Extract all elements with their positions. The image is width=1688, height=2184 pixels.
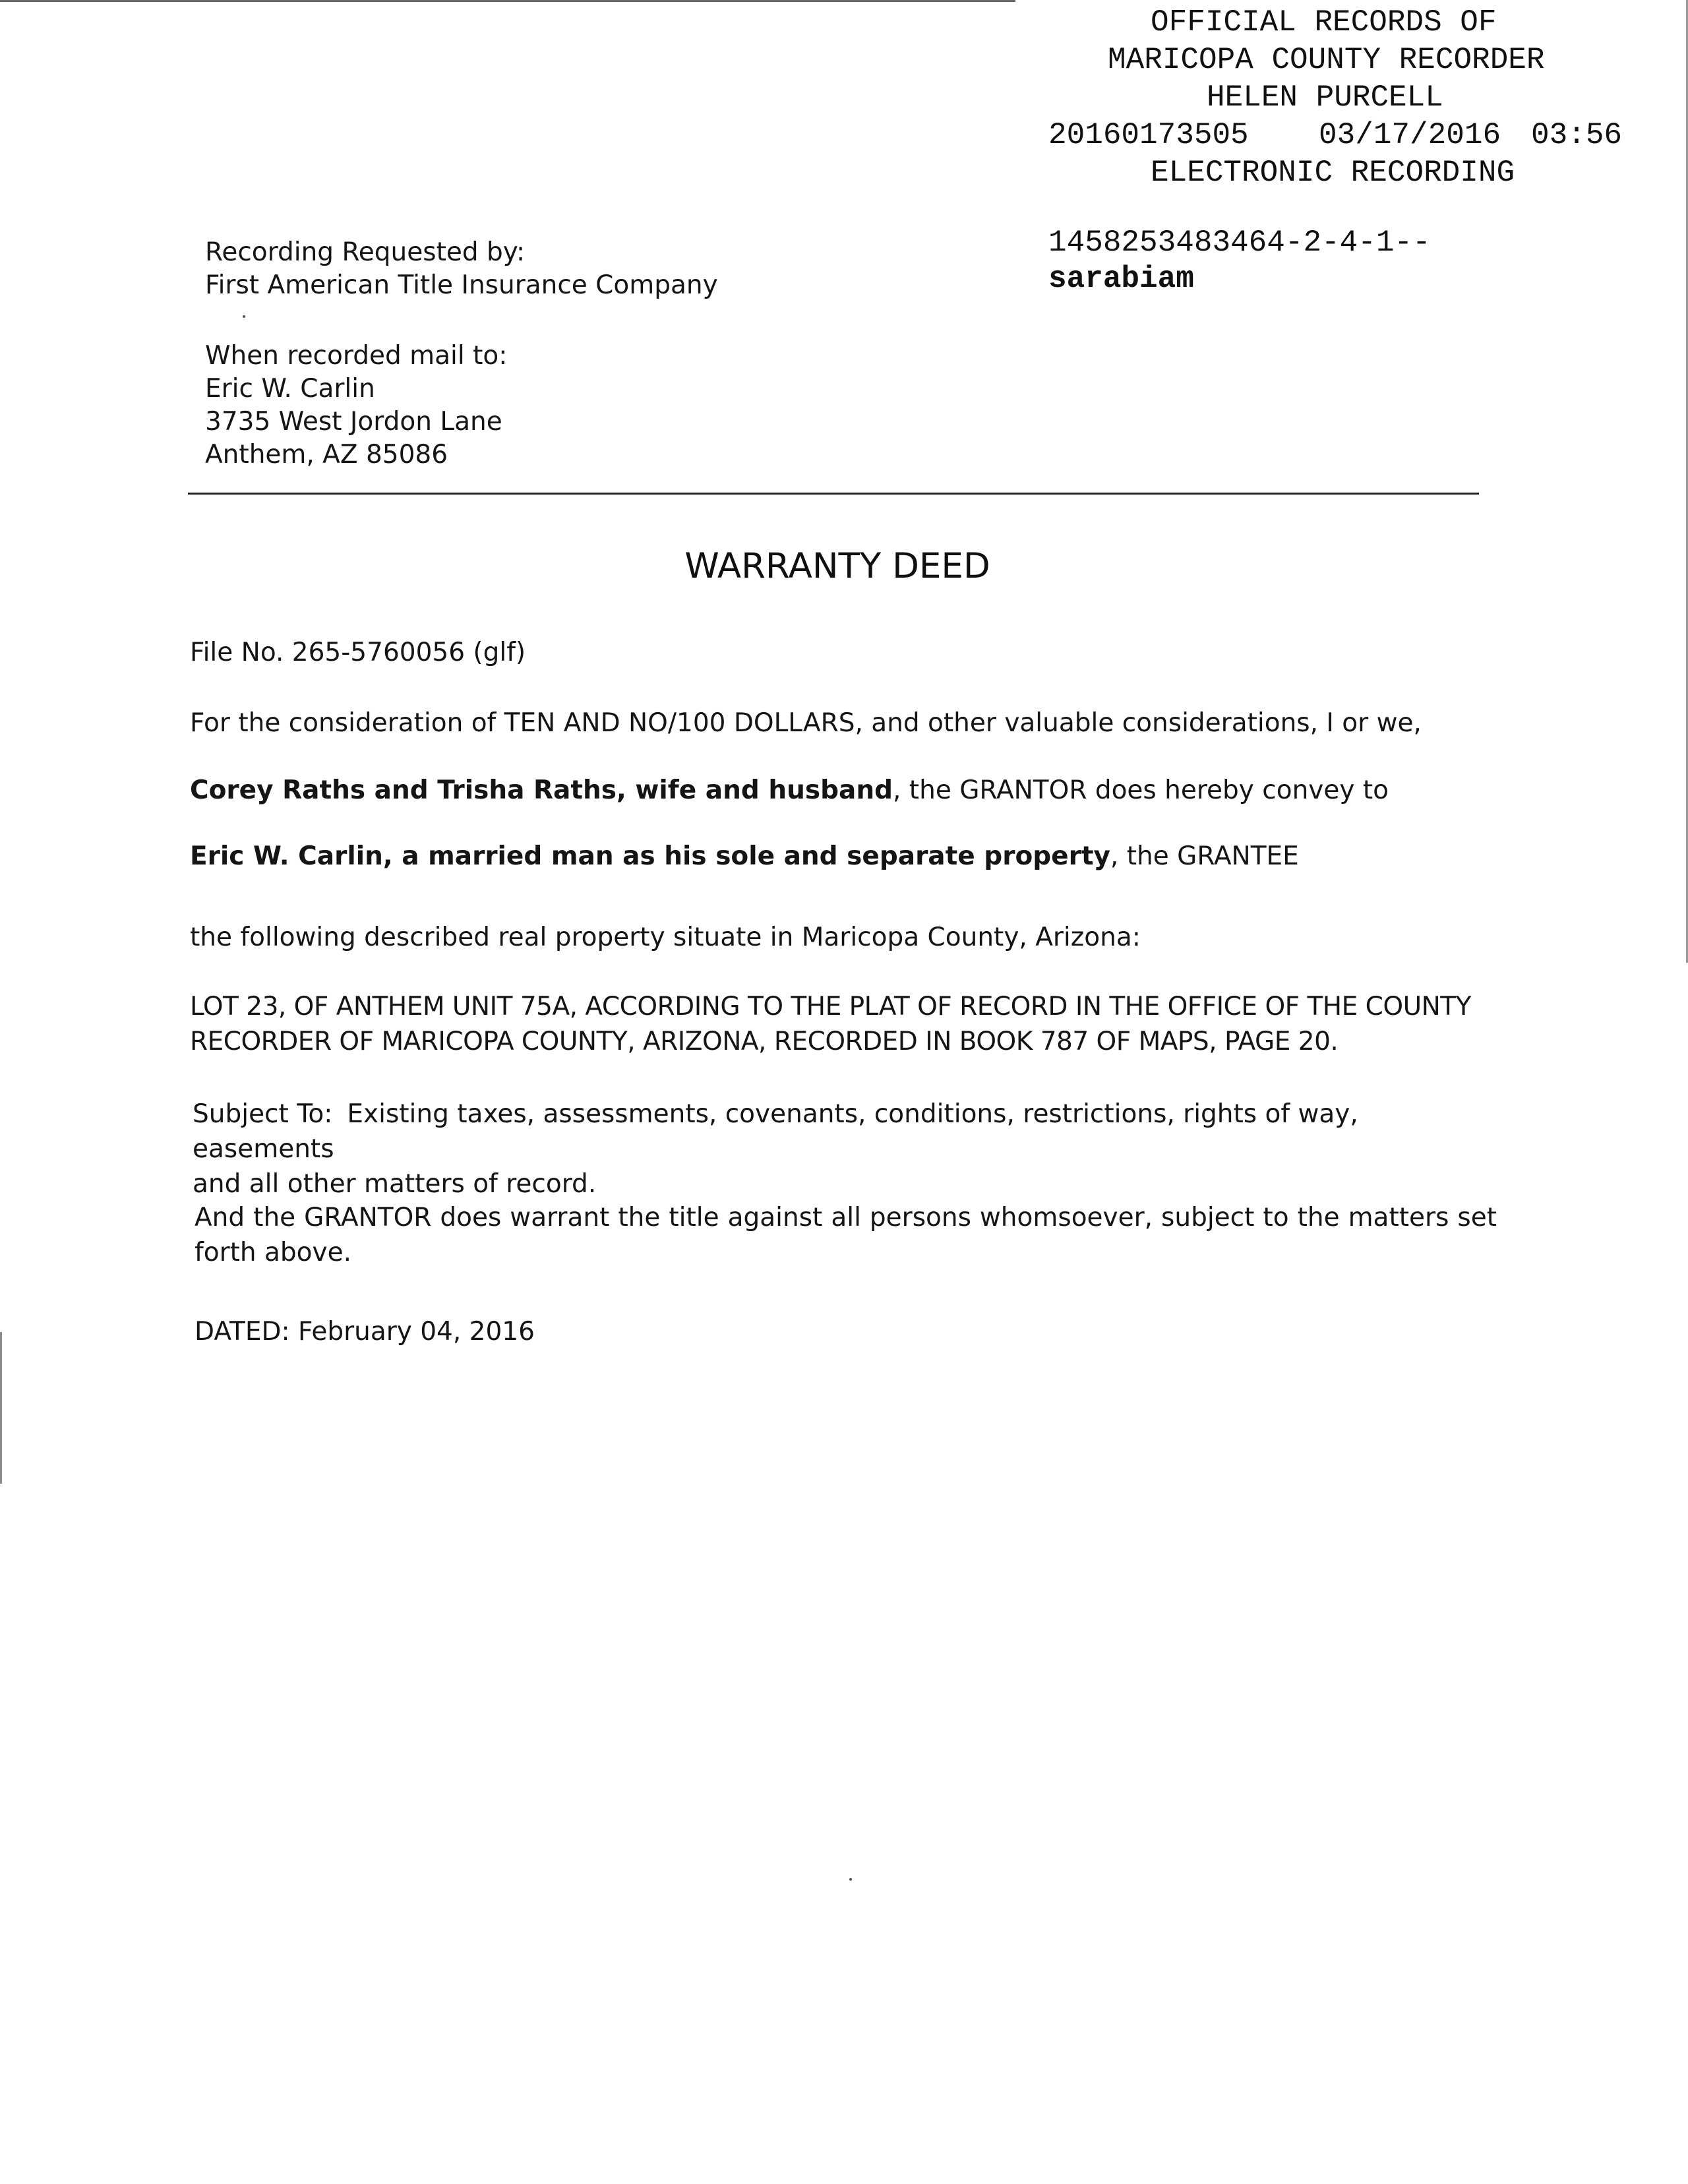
stamp-recording-type: ELECTRONIC RECORDING bbox=[1151, 156, 1515, 190]
property-description-intro: the following described real property situate in Maricopa County, Arizona: bbox=[190, 923, 1141, 952]
subject-to-clause bbox=[193, 1097, 1495, 1201]
stamp-record-line bbox=[1029, 117, 1681, 154]
warranty-clause: And the GRANTOR does warrant the title against all persons whomsoever, subject to the matters set forth above. bbox=[195, 1203, 1497, 1267]
subject-to-line-2: and all other matters of record. bbox=[193, 1169, 597, 1199]
legal-description-line-1: LOT 23, OF ANTHEM UNIT 75A, ACCORDING TO THE PLAT OF RECORD IN THE OFFICE OF THE COUNTY bbox=[190, 992, 1471, 1021]
grantee-suffix: , the GRANTEE bbox=[1110, 841, 1299, 871]
legal-description bbox=[190, 989, 1492, 1059]
recording-id-code: 1458253483464-2-4-1-- bbox=[1048, 226, 1431, 260]
scan-border-top bbox=[0, 0, 1015, 2]
document-title: WARRANTY DEED bbox=[684, 546, 990, 586]
file-number: File No. 265-5760056 (glf) bbox=[190, 638, 526, 667]
recorder-stamp bbox=[1029, 4, 1681, 192]
scan-border-left bbox=[0, 1332, 2, 1484]
mail-to-block bbox=[205, 340, 507, 471]
recording-requested-label: Recording Requested by: bbox=[205, 237, 526, 267]
subject-to-label: Subject To: bbox=[193, 1099, 333, 1129]
grantor-clause bbox=[190, 773, 1492, 808]
stamp-document-number: 20160173505 bbox=[1048, 118, 1249, 152]
stamp-line-2: MARICOPA COUNTY RECORDER bbox=[1108, 43, 1545, 77]
stamp-recorder-name: HELEN PURCELL bbox=[1207, 80, 1443, 115]
consideration-clause: For the consideration of TEN AND NO/100 DOLLARS, and other valuable considerations, I or we, bbox=[190, 708, 1422, 738]
mail-to-street: 3735 West Jordon Lane bbox=[205, 407, 502, 437]
stamp-date: 03/17/2016 bbox=[1319, 118, 1501, 152]
scan-speck bbox=[849, 1878, 852, 1881]
mail-to-label: When recorded mail to: bbox=[205, 341, 508, 371]
grantee-names: Eric W. Carlin, a married man as his sole and separate property bbox=[190, 841, 1110, 871]
grantee-clause bbox=[190, 839, 1492, 874]
header-divider bbox=[188, 493, 1479, 495]
recording-id-user: sarabiam bbox=[1048, 262, 1194, 296]
scan-speck bbox=[243, 315, 245, 318]
mail-to-city: Anthem, AZ 85086 bbox=[205, 440, 448, 470]
legal-description-line-2: RECORDER OF MARICOPA COUNTY, ARIZONA, RECORDED IN BOOK 787 OF MAPS, PAGE 20. bbox=[190, 1027, 1339, 1056]
recording-requested-company: First American Title Insurance Company bbox=[205, 270, 718, 300]
grantor-names: Corey Raths and Trisha Raths, wife and husband bbox=[190, 775, 893, 805]
stamp-line-1: OFFICIAL RECORDS OF bbox=[1151, 5, 1497, 40]
recording-id-block bbox=[1048, 225, 1431, 297]
mail-to-name: Eric W. Carlin bbox=[205, 374, 375, 404]
subject-to-line-1: Existing taxes, assessments, covenants, conditions, restrictions, rights of way, easements bbox=[193, 1099, 1358, 1164]
recording-requested-block bbox=[205, 236, 718, 302]
dated-line: DATED: February 04, 2016 bbox=[195, 1317, 535, 1347]
grantor-suffix: , the GRANTOR does hereby convey to bbox=[893, 775, 1389, 805]
stamp-time: 03:56 bbox=[1531, 118, 1623, 152]
